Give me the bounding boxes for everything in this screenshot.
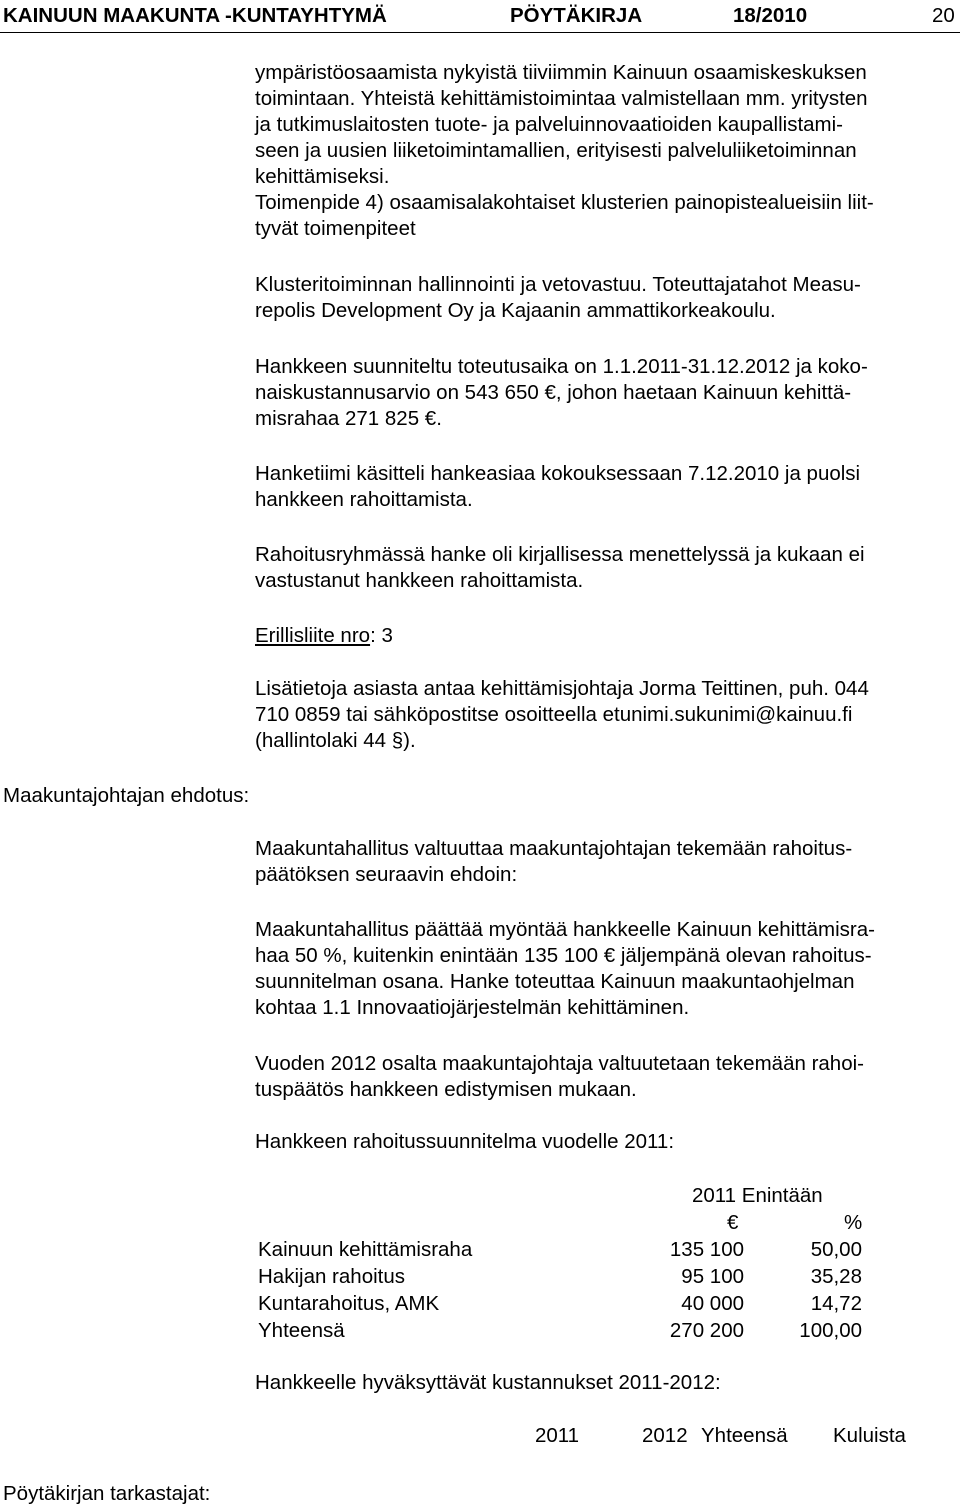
costs-header-share: Kuluista [833,1424,906,1447]
paragraph-2012 [255,1051,955,1103]
finance-row-label: Hakijan rahoitus [258,1265,405,1288]
text-line: Hankkeen suunniteltu toteutusaika on 1.1.2011-31.12.2012 ja koko- [255,355,868,378]
text-line: Toimenpide 4) osaamisalakohtaiset klusterien painopistealueisiin liit- [255,191,874,214]
header-rule [0,32,960,33]
costs-header-2011: 2011 [535,1424,580,1447]
finance-row-percent: 35,28 [810,1265,862,1288]
finance-row-label: Kainuun kehittämisraha [258,1238,473,1261]
header-org: KAINUUN MAAKUNTA -KUNTAYHTYMÄ [3,4,387,27]
paragraph-decision [255,917,955,1021]
finance-row-amount: 95 100 [681,1265,744,1288]
text-line: (hallintolaki 44 §). [255,729,416,752]
costs-header-total: Yhteensä [701,1424,788,1447]
attachment-reference [255,623,955,649]
paragraph-context [255,60,955,242]
text-line: Vuoden 2012 osalta maakuntajohtaja valtuutetaan tekemään rahoi- [255,1052,864,1075]
text-line: suunnitelman osana. Hanke toteuttaa Kainuun maakuntaohjelman [255,970,855,993]
text-line: Maakuntahallitus valtuuttaa maakuntajohtajan tekemään rahoitus- [255,837,853,860]
attachment-number: : 3 [370,624,393,647]
finance-table-head-year: 2011 Enintään [692,1184,823,1207]
text-line: ympäristöosaamista nykyistä tiiviimmin Kainuun osaamiskeskuksen [255,61,867,84]
finance-plan-title [255,1129,955,1155]
text-line: Hanketiimi käsitteli hankeasiaa kokouksessaan 7.12.2010 ja puolsi [255,462,861,485]
costs-header-2012: 2012 [642,1424,688,1447]
text-line: misrahaa 271 825 €. [255,407,442,430]
header-doc-number: 18/2010 [733,4,808,27]
paragraph-team [255,461,955,513]
proposal-label: Maakuntajohtajan ehdotus: [3,784,250,807]
text-line: kehittämiseksi. [255,165,390,188]
text-line: 710 0859 tai sähköpostitse osoitteella etunimi.sukunimi@kainuu.fi [255,703,853,726]
text-line: hankkeen rahoittamista. [255,488,473,511]
finance-table-head-percent: % [844,1211,863,1234]
text-line: Hankkeen rahoitussuunnitelma vuodelle 2011: [255,1130,675,1153]
text-line: Lisätietoja asiasta antaa kehittämisjohtaja Jorma Teittinen, puh. 044 [255,677,869,700]
costs-title [255,1370,955,1396]
paragraph-contact [255,676,955,754]
text-line: tyvät toimenpiteet [255,217,416,240]
text-line: Hankkeelle hyväksyttävät kustannukset 2011-2012: [255,1371,721,1394]
paragraph-cluster [255,272,955,324]
header-doc-type: PÖYTÄKIRJA [510,4,643,27]
attachment-label: Erillisliite nro [255,624,371,647]
text-line: päätöksen seuraavin ehdoin: [255,863,518,886]
text-line: haa 50 %, kuitenkin enintään 135 100 € jäljempänä olevan rahoitus- [255,944,872,967]
finance-row-percent-total: 100,00 [799,1319,862,1342]
finance-row-amount-total: 270 200 [669,1319,744,1342]
finance-row-label-total: Yhteensä [258,1319,345,1342]
finance-table-head-euro: € [727,1211,739,1234]
text-line: repolis Development Oy ja Kajaanin ammattikorkeakoulu. [255,299,776,322]
text-line: tuspäätös hankkeen edistymisen mukaan. [255,1078,637,1101]
text-line: Maakuntahallitus päättää myöntää hankkeelle Kainuun kehittämisra- [255,918,875,941]
text-line: vastustanut hankkeen rahoittamista. [255,569,584,592]
text-line: Rahoitusryhmässä hanke oli kirjallisessa menettelyssä ja kukaan ei [255,543,865,566]
paragraph-funding-group [255,542,955,594]
paragraph-proposal [255,836,955,888]
finance-row-amount: 40 000 [681,1292,744,1315]
text-line: kohtaa 1.1 Innovaatiojärjestelmän kehittäminen. [255,996,690,1019]
text-line: seen ja uusien liiketoimintamallien, erityisesti palveluliiketoiminnan [255,139,857,162]
finance-row-percent: 50,00 [810,1238,862,1261]
header-page-number: 20 [932,4,955,27]
text-line: ja tutkimuslaitosten tuote- ja palveluinnovaatioiden kaupallistami- [255,113,843,136]
finance-row-amount: 135 100 [669,1238,744,1261]
text-line: naiskustannusarvio on 543 650 €, johon haetaan Kainuun kehittä- [255,381,852,404]
finance-row-percent: 14,72 [810,1292,862,1315]
paragraph-schedule [255,354,955,432]
text-line: toimintaan. Yhteistä kehittämistoimintaa valmistellaan mm. yritysten [255,87,868,110]
finance-row-label: Kuntarahoitus, AMK [258,1292,440,1315]
footer-reviewers-label: Pöytäkirjan tarkastajat: [3,1482,211,1505]
text-line: Klusteritoiminnan hallinnointi ja vetovastuu. Toteuttajatahot Measu- [255,273,861,296]
